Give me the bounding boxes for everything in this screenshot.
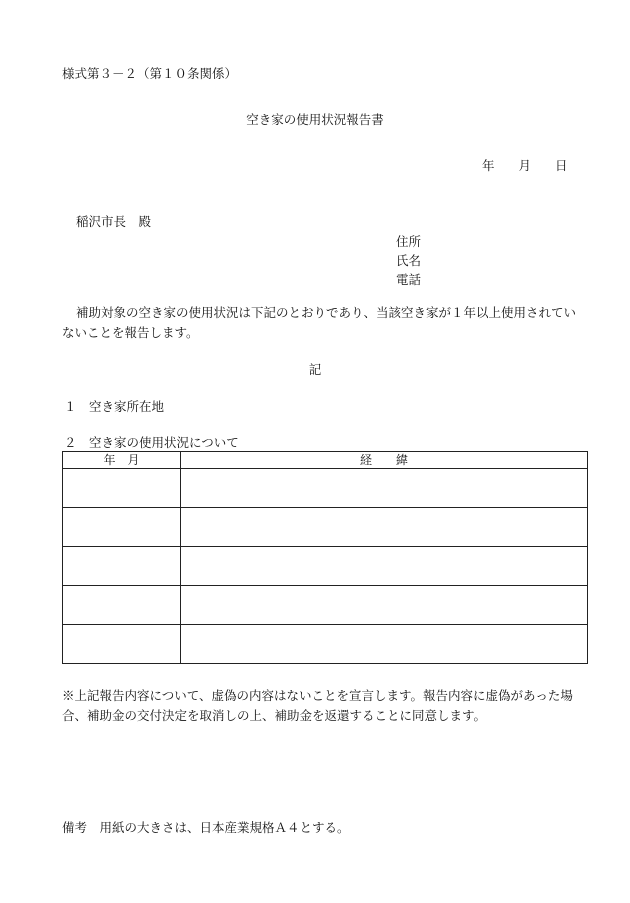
table-row (63, 469, 588, 508)
date-cell[interactable] (63, 625, 181, 664)
date-day-label: 日 (555, 158, 568, 173)
table-row (63, 586, 588, 625)
date-month-label: 月 (518, 158, 532, 173)
date-year-label: 年 (482, 158, 495, 173)
date-cell[interactable] (63, 508, 181, 547)
table-row (63, 508, 588, 547)
header-history: 経 緯 (181, 452, 588, 469)
date-cell[interactable] (63, 547, 181, 586)
applicant-name-label: 氏名 (396, 253, 422, 268)
history-cell[interactable] (181, 586, 588, 625)
applicant-address-label: 住所 (396, 234, 422, 249)
history-cell[interactable] (181, 469, 588, 508)
date-line (482, 156, 568, 174)
usage-history-table (62, 451, 588, 664)
table-header-row (63, 452, 588, 469)
history-cell[interactable] (181, 547, 588, 586)
report-statement: 補助対象の空き家の使用状況は下記のとおりであり、当該空き家が１年以上使用されていないことを報告します。 (62, 305, 577, 340)
form-number: 様式第３－２（第１０条関係） (62, 66, 238, 81)
table-row (63, 625, 588, 664)
page-title: 空き家の使用状況報告書 (246, 112, 384, 127)
ki-heading: 記 (308, 362, 322, 377)
declaration-note: ※上記報告内容について、虚偽の内容はないことを宣言します。報告内容に虚偽があった場合、補助金の交付決定を取消しの上、補助金を返還することに同意します。 (62, 688, 573, 723)
date-cell[interactable] (63, 586, 181, 625)
table-row (63, 547, 588, 586)
date-cell[interactable] (63, 469, 181, 508)
item-usage-status: ２ 空き家の使用状況について (64, 435, 239, 450)
addressee: 稲沢市長 殿 (76, 214, 152, 229)
applicant-phone-label: 電話 (396, 272, 422, 287)
item-vacant-house-location: １ 空き家所在地 (64, 399, 165, 414)
history-cell[interactable] (181, 625, 588, 664)
remarks: 備考 用紙の大きさは、日本産業規格Ａ４とする。 (62, 820, 350, 835)
history-cell[interactable] (181, 508, 588, 547)
header-date: 年 月 (63, 452, 181, 469)
